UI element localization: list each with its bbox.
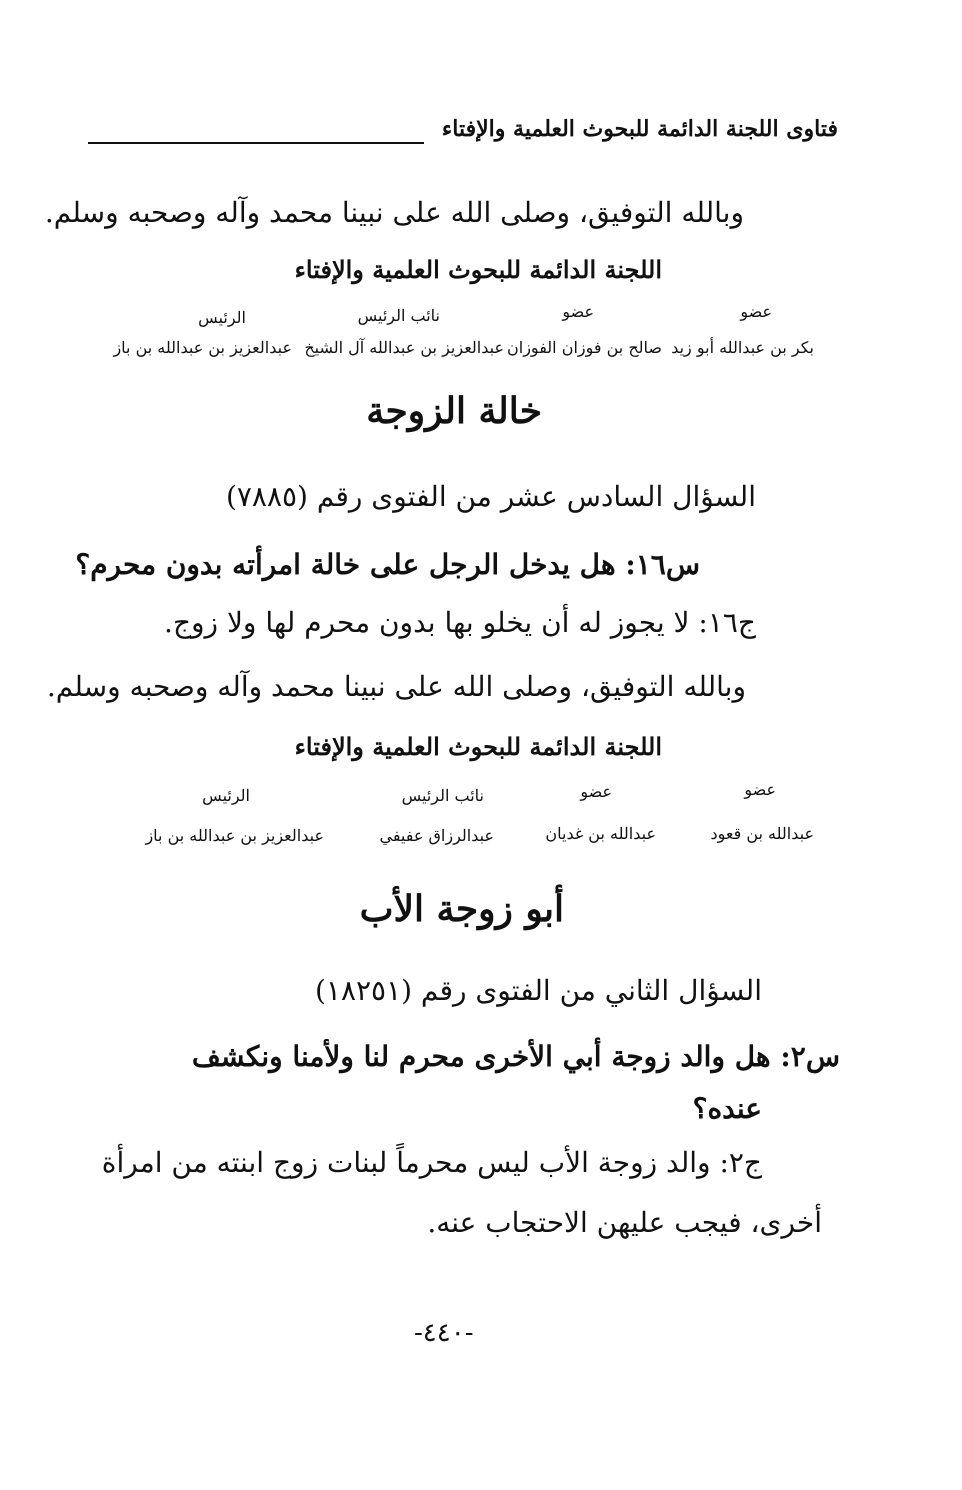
fatwa-source: السؤال السادس عشر من الفتوى رقم (٧٨٨٥) — [225, 480, 756, 513]
role-label: نائب الرئيس — [401, 786, 484, 805]
answer-text: ج١٦: لا يجوز له أن يخلو بها بدون محرم لها ولا زوج. — [164, 606, 756, 639]
role-label: الرئيس — [202, 786, 250, 805]
role-label: الرئيس — [198, 308, 246, 327]
member-name: عبدالله بن قعود — [710, 824, 814, 843]
section-title: خالة الزوجة — [366, 390, 542, 432]
header-rule — [88, 142, 424, 144]
answer-text: ج٢: والد زوجة الأب ليس محرماً لبنات زوج ابنته من امرأة — [101, 1146, 762, 1179]
member-name: صالح بن فوزان الفوزان — [507, 338, 662, 357]
closing-line: وبالله التوفيق، وصلى الله على نبينا محمد وآله وصحبه وسلم. — [46, 670, 746, 703]
closing-line: وبالله التوفيق، وصلى الله على نبينا محمد وآله وصحبه وسلم. — [44, 196, 744, 229]
committee-name: اللجنة الدائمة للبحوث العلمية والإفتاء — [294, 732, 662, 761]
answer-text-continued: أخرى، فيجب عليهن الاحتجاب عنه. — [427, 1206, 822, 1239]
section-title: أبو زوجة الأب — [359, 888, 564, 930]
member-name: عبدالرزاق عفيفي — [379, 826, 494, 845]
page-number: -٤٤٠- — [414, 1318, 474, 1348]
member-name: بكر بن عبدالله أبو زيد — [671, 338, 814, 357]
running-header: فتاوى اللجنة الدائمة للبحوث العلمية والإفتاء — [441, 116, 838, 142]
member-name: عبدالعزيز بن عبدالله آل الشيخ — [304, 338, 504, 357]
role-label: عضو — [740, 302, 772, 321]
committee-name: اللجنة الدائمة للبحوث العلمية والإفتاء — [294, 255, 662, 284]
role-label: عضو — [580, 782, 612, 801]
member-name: عبدالعزيز بن عبدالله بن باز — [145, 826, 324, 845]
question-text: س٢: هل والد زوجة أبي الأخرى محرم لنا ولأمنا ونكشف — [191, 1040, 840, 1073]
role-label: عضو — [562, 302, 594, 321]
member-name: عبدالله بن غديان — [545, 824, 656, 843]
question-text: س١٦: هل يدخل الرجل على خالة امرأته بدون محرم؟ — [75, 548, 700, 581]
role-label: عضو — [744, 780, 776, 799]
member-name: عبدالعزيز بن عبدالله بن باز — [113, 338, 292, 357]
role-label: نائب الرئيس — [357, 306, 440, 325]
question-text-continued: عنده؟ — [692, 1092, 762, 1125]
fatwa-source: السؤال الثاني من الفتوى رقم (١٨٢٥١) — [314, 974, 762, 1007]
